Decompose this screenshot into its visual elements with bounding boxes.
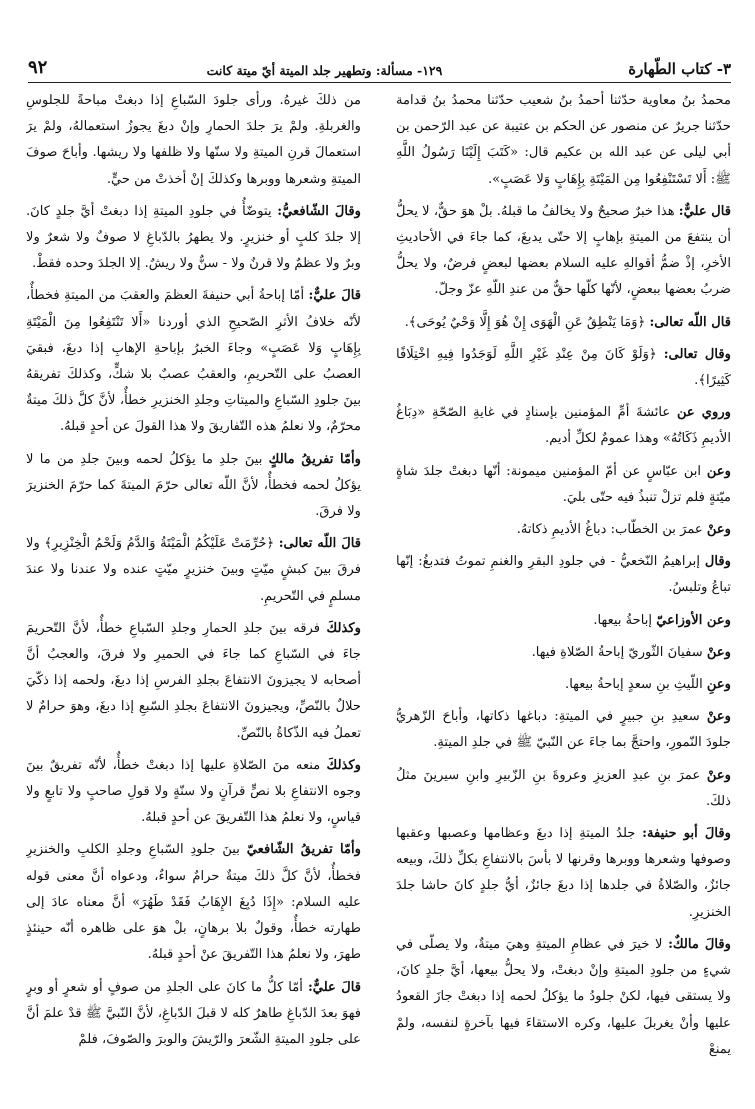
paragraph bbox=[396, 459, 731, 511]
paragraph-text: أمّا كلُّ ما كانَ على الجلدِ من صوفٍ أو شعرٍ أو وبرٍ فهوَ بعدَ الدّباغِ طاهرٌ كله لا قبلَ الدّباغِ، لأنَّ النّبيَّ ﷺ قدْ علمَ أنَّ على جلودِ الميتةِ الشّعرَ والرّيشَ والوبرَ والصّوفَ، فلمْ bbox=[26, 979, 361, 1047]
paragraph bbox=[396, 821, 731, 926]
paragraph-lead: وعنْ bbox=[706, 767, 731, 783]
paragraph-text: إباحةُ بيعها. bbox=[593, 612, 653, 628]
section-title: ١٢٩- مسألة: وتطهير جلد الميتة أيّ ميتة كانت bbox=[206, 63, 443, 78]
paragraph-text: ﴿وَلَوْ كَانَ مِنْ عِنْدِ غَيْرِ اللَّهِ لَوَجَدُوا فِيهِ اخْتِلَافًا كَثِيرًا﴾. bbox=[396, 346, 731, 389]
paragraph-text: ابن عبّاسٍ عن أمّ المؤمنين ميمونة: أنّها دبغتْ جلدَ شاةٍ ميّتةٍ فلم تزلْ تنبذُ فيه حتّى بليَ. bbox=[396, 463, 731, 505]
page-header bbox=[28, 52, 731, 83]
paragraph bbox=[26, 199, 361, 278]
paragraph-lead: وقالَ الشّافعيُّ: bbox=[277, 203, 361, 219]
page-number: ٩٢ bbox=[28, 57, 48, 78]
paragraph-text: ﴿حُرِّمَتْ عَلَيْكُمُ الْمَيْتَةُ وَالدَّمُ وَلَحْمُ الْخِنْزِيرِ﴾ ولا فرقَ بينَ كبشٍ ميّتٍ وبينَ خنزيرٍ ميّتٍ عنده ولا عندنا ولا عندَ مسلمٍ في التّحريمِ. bbox=[26, 536, 361, 604]
paragraph bbox=[396, 88, 731, 193]
paragraph bbox=[26, 616, 361, 747]
paragraph bbox=[396, 517, 731, 543]
paragraph-text: بينَ جلدِ ما يؤكلُ لحمه وبينَ جلدِ من ما لا يؤكلُ لحمه فخطأٌ، لأنَّ اللّه تعالى حرّمَ الميتةَ كما حرّمَ الخنزيرَ ولا فرقَ. bbox=[26, 451, 361, 520]
paragraph bbox=[26, 88, 361, 193]
paragraph-text: ﴿وَمَا يَنْطِقُ عَنِ الْهَوَى إِنْ هُوَ إِلَّا وَحْيٌ يُوحَى﴾. bbox=[404, 314, 646, 330]
paragraph bbox=[396, 310, 731, 336]
paragraph-lead: وعن الأوزاعيّ bbox=[656, 612, 731, 628]
paragraph-text: سعيدِ بنِ جبيرٍ في الميتةِ: دباغها ذكاتها، وأباحَ الزّهريُّ جلودَ النّمورِ، واحتجَّ بما جاءَ عن النّبيّ ﷺ في جلدِ الميتةِ. bbox=[396, 709, 731, 751]
book-title: ٣- كتاب الطّهارة bbox=[628, 60, 731, 78]
paragraph-text: منعه منَ الصّلاةِ عليها إذا دبغتْ خطأٌ، لأنّه تفريقٌ بينَ وجوه الانتفاعِ بلا نصٍّ قرآنٍ ولا سنّةٍ ولا قولِ صاحبٍ ولا تابعٍ ولا قياسٍ، ولا نعلمُ هذا التّفريقَ عن أحدٍ قبلهُ. bbox=[26, 757, 361, 826]
paragraph bbox=[396, 199, 731, 304]
paragraph-text: يتوضّأُ في جلودِ الميتةِ إذا دبغتْ أيَّ جلدٍ كانَ. إلا جلدَ كلبٍ أو خنزيرٍ. ولا يطهرُ بالدّباغِ لا صوفٌ ولا شعرٌ ولا وبرٌ ولا عظمٌ ولا قرنٌ ولا - سنٌّ ولا ريشٌ. إلا الجلدَ وحده فقطْ. bbox=[26, 203, 361, 272]
paragraph-text: من ذلكَ غيرهُ. ورأى جلودَ السّباعِ إذا دبغتْ مباحةً للجلوسِ والغربلةِ. ولمْ يرَ جلدَ الحمارِ وإنْ دبغَ يجوزُ استعمالهُ، ولمْ يرَ استعمالَ قرنِ الميتةِ ولا سنّها ولا ظلفها ولا ريشها. وأباحَ صوفَ الميتةِ وشعرها ووبرها وكذلكَ إنْ أخذتْ من حيٍّ. bbox=[26, 93, 361, 187]
paragraph-lead: قالَ عليٌّ: bbox=[308, 288, 361, 304]
paragraph-text: عائشةَ أمِّ المؤمنين بإسنادٍ في غايةِ الصّحّةِ «دِبَاغُ الأديمِ ذَكَاتُهُ» وهذا عمومٌ لكلِّ أديم. bbox=[396, 405, 731, 447]
paragraph-text: عمرَ بنِ عبدِ العزيزِ وعروةَ بنِ الزّبيرِ وابنِ سيرينَ مثلُ ذلكَ. bbox=[396, 767, 731, 809]
paragraph bbox=[26, 753, 361, 832]
paragraph-lead: وقال تعالى: bbox=[663, 346, 731, 362]
paragraph-text: هذا خبرٌ صحيحٌ ولا يخالفُ ما قبلهُ. بلْ هوَ حقٌّ، لا يحلُّ أن ينتفعَ من الميتةِ بإهابٍ إلا حتّى يدبغَ، كما جاءَ في الأحاديثِ الأخرِ، إذْ ضمُّ أقوالهِ عليه السلام بعضها لبعضٍ فرضٌ، ولا يحلُّ ضربُ بعضها ببعضٍ، لأنّها كلّها حقٌّ من عندِ اللّهِ عزّ وجلّ. bbox=[396, 203, 731, 298]
paragraph-lead: وقالَ مالكٌ: bbox=[668, 936, 731, 952]
paragraph-text: سفيانَ الثّوريّ إباحةُ الصّلاةِ فيها. bbox=[531, 644, 703, 660]
paragraph-lead: وعنْ bbox=[706, 709, 731, 725]
paragraph-lead: قالَ اللّه تعالى: bbox=[278, 536, 361, 552]
paragraph bbox=[396, 763, 731, 815]
paragraph bbox=[396, 400, 731, 452]
right-text-column bbox=[396, 88, 731, 1087]
paragraph bbox=[396, 932, 731, 1063]
paragraph-lead: وقالَ أبو حنيفة: bbox=[642, 826, 731, 842]
paragraph-text: أمّا إباحةُ أبي حنيفةَ العظمَ والعقبَ من الميتةِ فخطأٌ، لأنّه خلافُ الأثرِ الصّحيحِ الذي أوردنا «أَلا تَنْتَفِعُوا مِنَ الْمَيْتَةِ بِإِهَابٍ وَلا عَصَبٍ» وجاءَ الخبرُ بإباحةِ الإهابِ إذا دبغَ، فبقيَ العصبُ على التّحريمِ، والعقبُ عصبٌ بلا شكٍّ، وكذلكَ تفريقهُ بينَ جلودِ السّباعِ والميتاتِ وجلدِ الخنزيرِ خطأٌ، لأنَّ كلَّ ذلكَ ميتةٌ محرّمٌ، ولا نعلمُ هذه التّفاريقَ ولا هذا القولَ عن أحدٍ قبلهُ. bbox=[26, 288, 361, 435]
paragraph bbox=[26, 531, 361, 610]
paragraph-lead: وعنْ bbox=[706, 644, 731, 660]
paragraph-lead: وقال bbox=[704, 554, 731, 570]
paragraph-lead: وكذلكَ bbox=[326, 757, 361, 773]
paragraph-text: إبراهيمُ النّخعيُّ - في جلودِ البقرِ والغنمِ تموتُ فتدبغُ: إنّها تباعُ وتلبسُ. bbox=[396, 554, 731, 596]
paragraph-text: اللّيثِ بنِ سعدٍ إباحةُ بيعها. bbox=[565, 677, 703, 693]
paragraph bbox=[396, 704, 731, 756]
paragraph bbox=[396, 640, 731, 666]
left-text-column bbox=[26, 88, 361, 1087]
paragraph-lead: قالَ عليٌّ: bbox=[307, 979, 361, 995]
paragraph-lead: قال عليٌّ: bbox=[678, 203, 731, 219]
paragraph-lead: وعنْ bbox=[706, 522, 731, 538]
paragraph bbox=[396, 608, 731, 634]
paragraph-text: بينَ جلودِ السّباعِ وجلدِ الكلبِ والخنزيرِ فخطأٌ، لأنَّ كلَّ ذلكَ ميتةٌ حرامٌ سواءٌ، ودعواه أنَّ معنى قوله عليه السلام: «إِذَا دُبِغَ الإِهَابُ فَقَدْ طَهُرَ» أنَّ معناه عادَ إلى طهارته خطأٌ، وقولٌ بلا برهانٍ، بلْ هوَ على ظاهره أنّه حينئذٍ طهرَ، ولا نعلمُ هذا التّفريقَ عنْ أحدٍ قبلهُ. bbox=[26, 842, 361, 963]
paragraph-text: عمرَ بن الخطّاب: دباغُ الأديمِ ذكاتهُ. bbox=[516, 522, 703, 538]
paragraph-lead: وأمّا تفريقُ الشّافعيّ bbox=[246, 842, 361, 858]
paragraph-lead: وعن bbox=[706, 463, 731, 479]
paragraph-text: محمدُ بنُ معاوية حدّثنا أحمدُ بنُ شعيب حدّثنا محمدُ بنُ قدامة حدّثنا جريرٌ عن منصور عن الحكم بن عتيبة عن عبد الرّحمن بن أبي ليلى عن عبد الله بن عكيم قال: «كَتَبَ إِلَيْنَا رَسُولُ اللَّهِ ﷺ: أَلا تَسْتَنْفِعُوا مِن المَيْتَةِ بِإِهَابٍ وَلا عَصَبٍ». bbox=[396, 93, 731, 187]
paragraph-text: جلدُ الميتةِ إذا دبغَ وعظامها وعصبها وعقبها وصوفها وشعرها ووبرها وقرنها لا بأسَ بالانتفاعِ بكلِّ ذلكَ، وبيعه جائزٌ، والصّلاةُ في جلدها إذا دبغَ جائزٌ، أيُّ جلدٍ كانَ حاشا جلدَ الخنزيرِ. bbox=[396, 826, 731, 920]
paragraph bbox=[26, 283, 361, 440]
paragraph-lead: قال اللّه تعالى: bbox=[649, 314, 731, 330]
paragraph-lead: وأمّا تفريقُ مالكٍ bbox=[268, 451, 361, 467]
paragraph-text: فرقه بينَ جلدِ الحمارِ وجلدِ السّباعِ خطأٌ، لأنَّ التّحريمَ جاءَ في السّباعِ كما جاءَ في الحميرِ ولا فرقَ، والعجبُ أنَّ أصحابه لا يجيزونَ الانتفاعَ بجلدِ الفرسِ إذا دبغَ، ولحمه إذا ذكّيَ حلالٌ بالنّصِّ، ويجيزونَ الانتفاعَ بجلدِ السّبعِ إذا دبغَ، وهوَ حرامٌ لا تعملُ فيه الذّكاةُ بالنّصِّ. bbox=[26, 620, 361, 741]
paragraph-lead: وروي عن bbox=[676, 405, 731, 421]
paragraph bbox=[26, 837, 361, 968]
paragraph-text: لا خيرَ في عظامِ الميتةِ وهيَ ميتةٌ، ولا يصلّى في شيءٍ من جلودِ الميتةِ وإنْ دبغتْ، ولا يحلُّ بيعها، أيَّ جلدٍ كانَ، ولا يستقى فيها، لكنْ جلودُ ما يؤكلُ لحمه إذا دبغتْ جازَ القعودُ عليها وأنْ يغربلَ عليها، وكره الاستقاءَ فيها بآخرةٍ لنفسه، ولمْ يمنعْ bbox=[396, 936, 731, 1057]
paragraph-lead: وعنِ bbox=[706, 677, 731, 693]
paragraph bbox=[396, 549, 731, 601]
paragraph bbox=[26, 447, 361, 526]
paragraph bbox=[396, 672, 731, 698]
paragraph-lead: وكذلكَ bbox=[326, 620, 361, 636]
paragraph bbox=[26, 975, 361, 1054]
paragraph bbox=[396, 342, 731, 394]
